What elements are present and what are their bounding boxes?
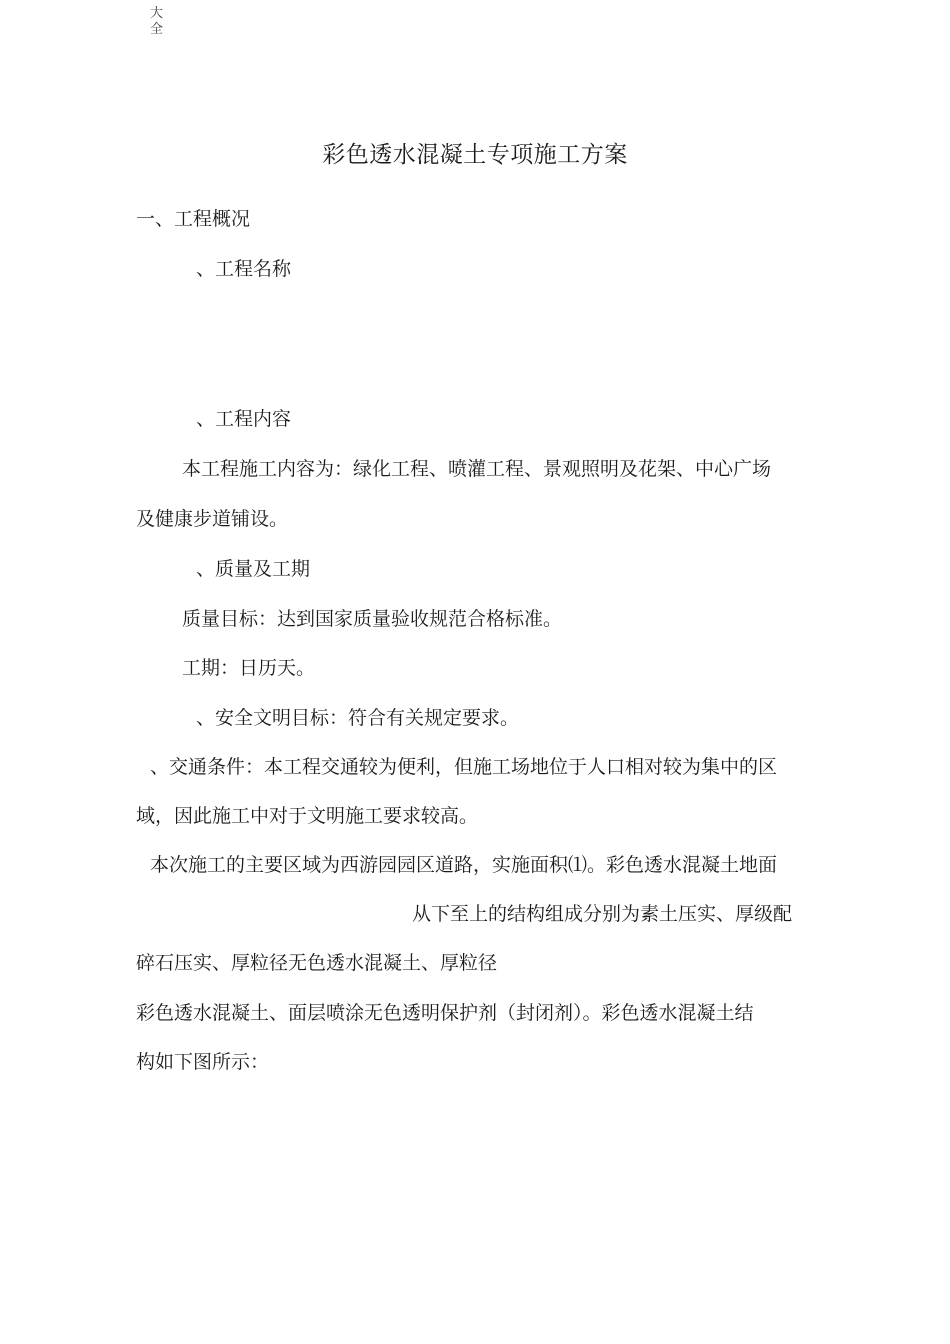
header-char-2: 全 xyxy=(150,22,164,37)
section-heading: 一、工程概况 xyxy=(136,208,251,230)
document-title: 彩色透水混凝土专项施工方案 xyxy=(322,142,628,168)
paragraph-line: 工期：日历天。 xyxy=(182,657,316,679)
paragraph-line: 、交通条件：本工程交通较为便利，但施工场地位于人口相对较为集中的区 xyxy=(150,756,778,778)
paragraph-line: 碎石压实、厚粒径无色透水混凝土、厚粒径 xyxy=(136,952,498,974)
subsection-heading: 、工程名称 xyxy=(196,258,292,280)
paragraph-line: 从下至上的结构组成分别为素土压实、厚级配 xyxy=(412,903,793,925)
paragraph-line: 本次施工的主要区域为西游园园区道路，实施面积⑴。彩色透水混凝土地面 xyxy=(150,854,778,876)
paragraph-line: 本工程施工内容为：绿化工程、喷灌工程、景观照明及花架、中心广场 xyxy=(182,458,772,480)
subsection-heading: 、安全文明目标：符合有关规定要求。 xyxy=(196,707,520,729)
subsection-heading: 、工程内容 xyxy=(196,408,292,430)
header-char-1: 大 xyxy=(150,6,164,21)
paragraph-line: 及健康步道铺设。 xyxy=(136,508,289,530)
paragraph-line: 域，因此施工中对于文明施工要求较高。 xyxy=(136,805,479,827)
paragraph-line: 质量目标：达到国家质量验收规范合格标准。 xyxy=(182,608,563,630)
page-header xyxy=(150,6,166,38)
paragraph-line: 构如下图所示： xyxy=(136,1051,270,1073)
subsection-heading: 、质量及工期 xyxy=(196,558,311,580)
paragraph-line: 彩色透水混凝土、面层喷涂无色透明保护剂（封闭剂）。彩色透水混凝土结 xyxy=(136,1002,754,1024)
